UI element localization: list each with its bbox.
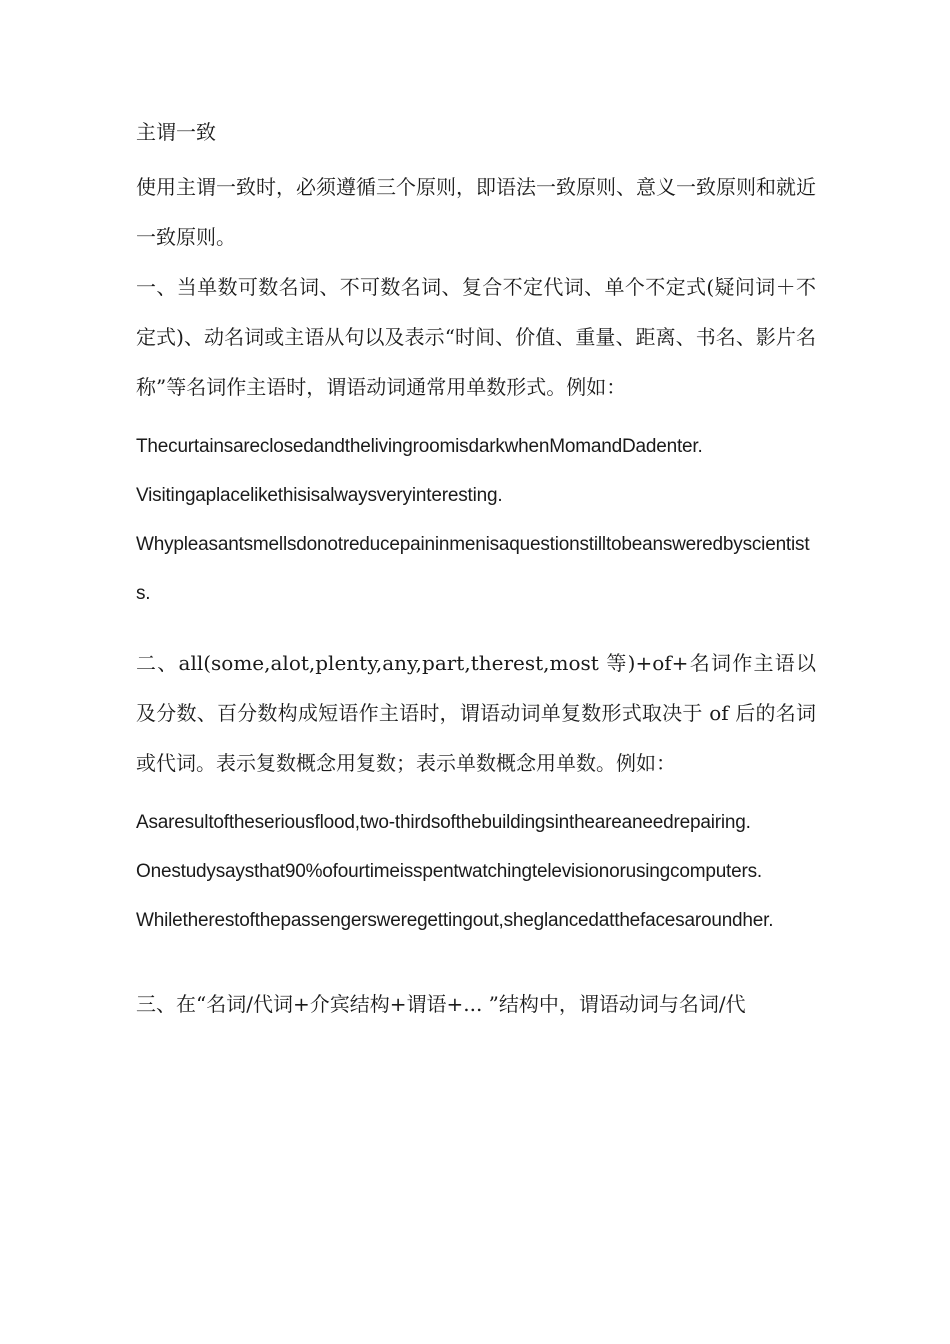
document-body <box>136 112 816 1029</box>
document-title: 主谓一致 <box>136 120 216 144</box>
section-2-example-2: Onestudysaysthat90%ofourtimeisspentwatchingtelevisionorusingcomputers. <box>136 861 763 882</box>
section-3-paragraph: 三、在“名词/代词+介宾结构+谓语+... ”结构中，谓语动词与名词/代 <box>136 992 746 1016</box>
section-2-example-1: Asaresultoftheseriousflood,two-thirdsofthebuildingsintheareaneedrepairing. <box>136 812 751 833</box>
intro-paragraph: 使用主谓一致时，必须遵循三个原则，即语法一致原则、意义一致原则和就近一致原则。 <box>136 175 816 249</box>
section-2-example-3: Whiletherestofthepassengersweregettingout,sheglancedatthefacesaroundher. <box>136 910 774 931</box>
section-1-paragraph: 一、当单数可数名词、不可数名词、复合不定代词、单个不定式(疑问词＋不定式)、动名词或主语从句以及表示“时间、价值、重量、距离、书名、影片名称”等名词作主语时，谓语动词通常用单数形式。例如： <box>136 275 816 399</box>
section-1-example-2: Visitingaplacelikethisisalwaysveryinteresting. <box>136 485 503 506</box>
section-2-paragraph: 二、all(some,alot,plenty,any,part,therest,most 等)+of+名词作主语以及分数、百分数构成短语作主语时，谓语动词单复数形式取决于 of 后的名词或代词。表示复数概念用复数；表示单数概念用单数。例如： <box>136 651 816 775</box>
section-1-example-3: Whypleasantsmellsdonotreducepaininmenisaquestionstilltobeansweredbyscientists. <box>136 534 810 604</box>
section-1-example-1: ThecurtainsareclosedandthelivingroomisdarkwhenMomandDadenter. <box>136 436 703 457</box>
